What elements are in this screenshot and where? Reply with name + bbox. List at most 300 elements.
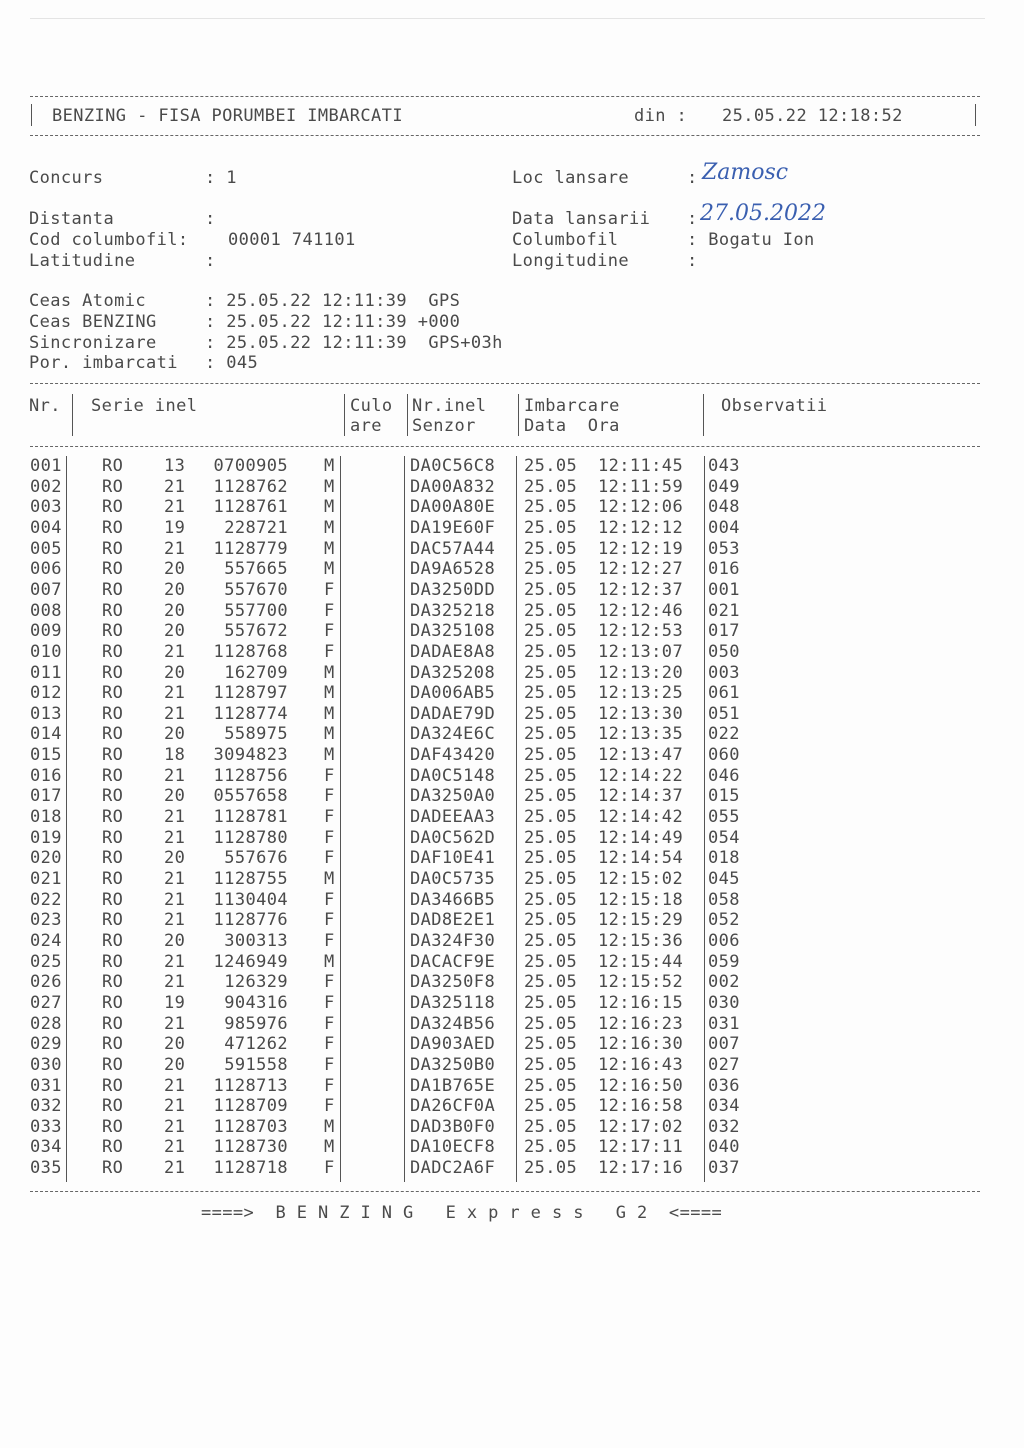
observation: 031 bbox=[708, 1013, 740, 1034]
country-code: RO bbox=[102, 476, 124, 497]
sex: F bbox=[324, 600, 335, 621]
country-code: RO bbox=[102, 456, 124, 476]
observation: 058 bbox=[708, 889, 740, 910]
row-nr: 017 bbox=[30, 786, 62, 807]
row-nr: 022 bbox=[30, 889, 62, 910]
date: 25.05 bbox=[524, 807, 578, 828]
date: 25.05 bbox=[524, 600, 578, 621]
date: 25.05 bbox=[524, 641, 578, 662]
divider bbox=[30, 96, 980, 97]
time: 12:15:02 bbox=[598, 869, 684, 889]
observation: 030 bbox=[708, 992, 740, 1013]
time: 12:13:25 bbox=[598, 683, 684, 704]
time: 12:17:02 bbox=[598, 1116, 684, 1137]
ring-year: 21 bbox=[164, 1116, 186, 1137]
document-title: BENZING - FISA PORUMBEI IMBARCATI bbox=[52, 106, 403, 126]
date: 25.05 bbox=[524, 972, 578, 993]
row-nr: 035 bbox=[30, 1158, 62, 1179]
time: 12:13:07 bbox=[598, 641, 684, 662]
observation: 018 bbox=[708, 848, 740, 869]
ring-number: 1130404 bbox=[213, 889, 288, 910]
date: 25.05 bbox=[524, 992, 578, 1013]
ring-year: 20 bbox=[164, 621, 186, 642]
column-header-culoare-2: are bbox=[350, 416, 382, 436]
sensor-id: DA26CF0A bbox=[410, 1096, 496, 1117]
time: 12:16:43 bbox=[598, 1054, 684, 1075]
column-separator bbox=[704, 456, 705, 1182]
ring-number: 1128718 bbox=[213, 1158, 288, 1179]
observation: 001 bbox=[708, 579, 740, 600]
row-nr: 002 bbox=[30, 476, 62, 497]
country-code: RO bbox=[102, 848, 124, 869]
ring-year: 20 bbox=[164, 579, 186, 600]
date: 25.05 bbox=[524, 889, 578, 910]
column-header-imbarcare: Imbarcare bbox=[524, 396, 620, 416]
sex: F bbox=[324, 930, 335, 951]
time: 12:16:23 bbox=[598, 1013, 684, 1034]
country-code: RO bbox=[102, 889, 124, 910]
time: 12:14:22 bbox=[598, 765, 684, 786]
sex: M bbox=[324, 683, 335, 704]
sex: M bbox=[324, 1137, 335, 1158]
ring-year: 20 bbox=[164, 724, 186, 745]
time: 12:17:11 bbox=[598, 1137, 684, 1158]
observation: 017 bbox=[708, 621, 740, 642]
sex: F bbox=[324, 972, 335, 993]
ring-number: 1128756 bbox=[213, 765, 288, 786]
ring-number: 1128761 bbox=[213, 497, 288, 518]
ring-year: 21 bbox=[164, 1137, 186, 1158]
sensor-id: DA3250B0 bbox=[410, 1054, 496, 1075]
divider bbox=[30, 135, 980, 136]
sensor-id: DA3466B5 bbox=[410, 889, 496, 910]
sex: M bbox=[324, 724, 335, 745]
country-code: RO bbox=[102, 807, 124, 828]
time: 12:12:37 bbox=[598, 579, 684, 600]
date: 25.05 bbox=[524, 456, 578, 476]
time: 12:15:52 bbox=[598, 972, 684, 993]
sex: F bbox=[324, 1096, 335, 1117]
observation: 059 bbox=[708, 951, 740, 972]
ring-year: 20 bbox=[164, 848, 186, 869]
ring-year: 21 bbox=[164, 1158, 186, 1179]
ring-number: 300313 bbox=[224, 930, 288, 951]
date: 25.05 bbox=[524, 786, 578, 807]
ring-number: 557670 bbox=[224, 579, 288, 600]
sensor-id: DAF10E41 bbox=[410, 848, 496, 869]
column-header-observatii: Observatii bbox=[721, 396, 828, 416]
ring-number: 126329 bbox=[224, 972, 288, 993]
sex: M bbox=[324, 703, 335, 724]
country-code: RO bbox=[102, 683, 124, 704]
sensor-id: DA10ECF8 bbox=[410, 1137, 496, 1158]
ring-year: 19 bbox=[164, 517, 186, 538]
time: 12:12:12 bbox=[598, 517, 684, 538]
ring-year: 20 bbox=[164, 662, 186, 683]
observation: 043 bbox=[708, 456, 740, 476]
ring-year: 21 bbox=[164, 951, 186, 972]
observation: 046 bbox=[708, 765, 740, 786]
ring-number: 1246949 bbox=[213, 951, 288, 972]
date: 25.05 bbox=[524, 1158, 578, 1179]
row-nr: 013 bbox=[30, 703, 62, 724]
sex: M bbox=[324, 559, 335, 580]
country-code: RO bbox=[102, 1075, 124, 1096]
observation: 052 bbox=[708, 910, 740, 931]
sensor-id: DADAE8A8 bbox=[410, 641, 496, 662]
clock-value: : 25.05.22 12:11:39 GPS+03h bbox=[205, 333, 503, 353]
row-nr: 012 bbox=[30, 683, 62, 704]
country-code: RO bbox=[102, 910, 124, 931]
observation: 032 bbox=[708, 1116, 740, 1137]
sex: F bbox=[324, 1158, 335, 1179]
observation: 055 bbox=[708, 807, 740, 828]
sex: F bbox=[324, 1013, 335, 1034]
ring-number: 557672 bbox=[224, 621, 288, 642]
observation: 015 bbox=[708, 786, 740, 807]
sex: F bbox=[324, 848, 335, 869]
pigeon-count-label: Por. imbarcati bbox=[29, 353, 178, 373]
ring-number: 558975 bbox=[224, 724, 288, 745]
date: 25.05 bbox=[524, 1075, 578, 1096]
column-header-culoare: Culo bbox=[350, 396, 393, 416]
row-nr: 018 bbox=[30, 807, 62, 828]
ring-year: 21 bbox=[164, 476, 186, 497]
observation: 040 bbox=[708, 1137, 740, 1158]
sex: F bbox=[324, 827, 335, 848]
row-nr: 014 bbox=[30, 724, 62, 745]
country-code: RO bbox=[102, 1034, 124, 1055]
ring-year: 21 bbox=[164, 1013, 186, 1034]
sensor-id: DA324F30 bbox=[410, 930, 496, 951]
sex: M bbox=[324, 538, 335, 559]
sensor-id: DA00A832 bbox=[410, 476, 496, 497]
row-nr: 005 bbox=[30, 538, 62, 559]
ring-year: 20 bbox=[164, 1034, 186, 1055]
country-code: RO bbox=[102, 745, 124, 766]
date: 25.05 bbox=[524, 930, 578, 951]
ring-year: 21 bbox=[164, 807, 186, 828]
sensor-id: DA325208 bbox=[410, 662, 496, 683]
country-code: RO bbox=[102, 497, 124, 518]
sex: F bbox=[324, 889, 335, 910]
country-code: RO bbox=[102, 951, 124, 972]
ring-number: 904316 bbox=[224, 992, 288, 1013]
date: 25.05 bbox=[524, 517, 578, 538]
loc-lansare-label: Loc lansare bbox=[512, 168, 629, 188]
sex: F bbox=[324, 765, 335, 786]
observation: 006 bbox=[708, 930, 740, 951]
row-nr: 030 bbox=[30, 1054, 62, 1075]
row-nr: 021 bbox=[30, 869, 62, 889]
time: 12:17:16 bbox=[598, 1158, 684, 1179]
column-separator bbox=[407, 394, 408, 436]
loc-lansare-colon: : bbox=[687, 168, 698, 188]
row-nr: 007 bbox=[30, 579, 62, 600]
ring-year: 20 bbox=[164, 930, 186, 951]
country-code: RO bbox=[102, 1116, 124, 1137]
country-code: RO bbox=[102, 538, 124, 559]
cod-columbofil-value: 00001 741101 bbox=[228, 230, 356, 250]
time: 12:12:46 bbox=[598, 600, 684, 621]
country-code: RO bbox=[102, 1158, 124, 1179]
sensor-id: DA006AB5 bbox=[410, 683, 496, 704]
time: 12:12:53 bbox=[598, 621, 684, 642]
country-code: RO bbox=[102, 579, 124, 600]
ring-number: 1128730 bbox=[213, 1137, 288, 1158]
row-nr: 023 bbox=[30, 910, 62, 931]
country-code: RO bbox=[102, 930, 124, 951]
sensor-id: DA0C5735 bbox=[410, 869, 496, 889]
loc-lansare-handwritten: Zamosc bbox=[702, 160, 789, 185]
sensor-id: DA3250DD bbox=[410, 579, 496, 600]
ring-year: 21 bbox=[164, 538, 186, 559]
sex: M bbox=[324, 1116, 335, 1137]
data-lansarii-colon: : bbox=[687, 209, 698, 229]
time: 12:12:27 bbox=[598, 559, 684, 580]
clock-label: Sincronizare bbox=[29, 333, 178, 353]
date: 25.05 bbox=[524, 621, 578, 642]
time: 12:13:47 bbox=[598, 745, 684, 766]
row-nr: 029 bbox=[30, 1034, 62, 1055]
row-nr: 031 bbox=[30, 1075, 62, 1096]
ring-number: 985976 bbox=[224, 1013, 288, 1034]
row-nr: 025 bbox=[30, 951, 62, 972]
ring-year: 19 bbox=[164, 992, 186, 1013]
ring-number: 1128776 bbox=[213, 910, 288, 931]
date: 25.05 bbox=[524, 559, 578, 580]
time: 12:14:49 bbox=[598, 827, 684, 848]
date: 25.05 bbox=[524, 1137, 578, 1158]
ring-year: 21 bbox=[164, 910, 186, 931]
time: 12:12:06 bbox=[598, 497, 684, 518]
observation: 002 bbox=[708, 972, 740, 993]
sensor-id: DA325108 bbox=[410, 621, 496, 642]
ring-year: 21 bbox=[164, 827, 186, 848]
data-lansarii-handwritten: 27.05.2022 bbox=[700, 201, 826, 226]
date: 25.05 bbox=[524, 703, 578, 724]
country-code: RO bbox=[102, 559, 124, 580]
observation: 007 bbox=[708, 1034, 740, 1055]
ring-number: 557665 bbox=[224, 559, 288, 580]
column-separator bbox=[703, 394, 704, 436]
columbofil-value: : Bogatu Ion bbox=[687, 230, 815, 250]
ring-number: 1128780 bbox=[213, 827, 288, 848]
sensor-id: DADC2A6F bbox=[410, 1158, 496, 1179]
longitudine-label: Longitudine bbox=[512, 251, 629, 271]
date: 25.05 bbox=[524, 1013, 578, 1034]
time: 12:11:59 bbox=[598, 476, 684, 497]
divider bbox=[30, 1191, 980, 1192]
sex: F bbox=[324, 1034, 335, 1055]
time: 12:15:29 bbox=[598, 910, 684, 931]
sensor-id: DAD8E2E1 bbox=[410, 910, 496, 931]
time: 12:13:35 bbox=[598, 724, 684, 745]
latitudine-value: : bbox=[205, 251, 216, 271]
row-nr: 003 bbox=[30, 497, 62, 518]
ring-number: 471262 bbox=[224, 1034, 288, 1055]
ring-number: 557676 bbox=[224, 848, 288, 869]
time: 12:13:30 bbox=[598, 703, 684, 724]
din-label: din : bbox=[634, 106, 688, 126]
row-nr: 024 bbox=[30, 930, 62, 951]
sensor-id: DAF43420 bbox=[410, 745, 496, 766]
sensor-id: DA325118 bbox=[410, 992, 496, 1013]
row-nr: 034 bbox=[30, 1137, 62, 1158]
row-nr: 011 bbox=[30, 662, 62, 683]
ring-number: 162709 bbox=[224, 662, 288, 683]
observation: 054 bbox=[708, 827, 740, 848]
sex: M bbox=[324, 745, 335, 766]
sensor-id: DACACF9E bbox=[410, 951, 496, 972]
country-code: RO bbox=[102, 1054, 124, 1075]
ring-year: 20 bbox=[164, 600, 186, 621]
distanta-value: : bbox=[205, 209, 216, 229]
time: 12:16:15 bbox=[598, 992, 684, 1013]
time: 12:13:20 bbox=[598, 662, 684, 683]
sex: M bbox=[324, 456, 335, 476]
concurs-value: : 1 bbox=[205, 168, 237, 188]
sex: M bbox=[324, 497, 335, 518]
country-code: RO bbox=[102, 869, 124, 889]
clock-value: : 25.05.22 12:11:39 +000 bbox=[205, 312, 461, 332]
row-nr: 004 bbox=[30, 517, 62, 538]
country-code: RO bbox=[102, 703, 124, 724]
ring-number: 0557658 bbox=[213, 786, 288, 807]
observation: 061 bbox=[708, 683, 740, 704]
sensor-id: DA324B56 bbox=[410, 1013, 496, 1034]
column-separator bbox=[516, 456, 517, 1182]
latitudine-label: Latitudine bbox=[29, 251, 136, 271]
date: 25.05 bbox=[524, 683, 578, 704]
sex: F bbox=[324, 992, 335, 1013]
country-code: RO bbox=[102, 1013, 124, 1034]
ring-number: 1128779 bbox=[213, 538, 288, 559]
column-separator bbox=[72, 394, 73, 436]
sensor-id: DA903AED bbox=[410, 1034, 496, 1055]
observation: 016 bbox=[708, 559, 740, 580]
country-code: RO bbox=[102, 827, 124, 848]
country-code: RO bbox=[102, 641, 124, 662]
sensor-id: DA9A6528 bbox=[410, 559, 496, 580]
sex: F bbox=[324, 621, 335, 642]
row-nr: 006 bbox=[30, 559, 62, 580]
pigeon-count-value: : 045 bbox=[205, 353, 259, 373]
date: 25.05 bbox=[524, 869, 578, 889]
observation: 037 bbox=[708, 1158, 740, 1179]
divider bbox=[30, 446, 980, 447]
ring-year: 21 bbox=[164, 683, 186, 704]
date: 25.05 bbox=[524, 662, 578, 683]
observation: 027 bbox=[708, 1054, 740, 1075]
date: 25.05 bbox=[524, 765, 578, 786]
ring-year: 21 bbox=[164, 972, 186, 993]
sex: F bbox=[324, 1054, 335, 1075]
time: 12:16:30 bbox=[598, 1034, 684, 1055]
row-nr: 020 bbox=[30, 848, 62, 869]
column-separator bbox=[518, 394, 519, 436]
date: 25.05 bbox=[524, 848, 578, 869]
column-separator bbox=[404, 456, 405, 1182]
ring-year: 21 bbox=[164, 1096, 186, 1117]
ring-year: 21 bbox=[164, 497, 186, 518]
row-nr: 032 bbox=[30, 1096, 62, 1117]
sensor-id: DAD3B0F0 bbox=[410, 1116, 496, 1137]
concurs-label: Concurs bbox=[29, 168, 104, 188]
row-nr: 019 bbox=[30, 827, 62, 848]
observation: 036 bbox=[708, 1075, 740, 1096]
time: 12:11:45 bbox=[598, 456, 684, 476]
observation: 034 bbox=[708, 1096, 740, 1117]
sex: M bbox=[324, 869, 335, 889]
print-datetime: 25.05.22 12:18:52 bbox=[722, 106, 903, 126]
sensor-id: DA00A80E bbox=[410, 497, 496, 518]
row-nr: 026 bbox=[30, 972, 62, 993]
time: 12:15:44 bbox=[598, 951, 684, 972]
observation: 045 bbox=[708, 869, 740, 889]
observation: 051 bbox=[708, 703, 740, 724]
date: 25.05 bbox=[524, 476, 578, 497]
time: 12:14:42 bbox=[598, 807, 684, 828]
column-separator bbox=[66, 456, 67, 1182]
country-code: RO bbox=[102, 517, 124, 538]
row-nr: 009 bbox=[30, 621, 62, 642]
sensor-id: DA19E60F bbox=[410, 517, 496, 538]
ring-number: 1128781 bbox=[213, 807, 288, 828]
ring-year: 21 bbox=[164, 703, 186, 724]
distanta-label: Distanta bbox=[29, 209, 115, 229]
date: 25.05 bbox=[524, 497, 578, 518]
title-border-left bbox=[31, 104, 32, 126]
row-nr: 028 bbox=[30, 1013, 62, 1034]
page-top-edge bbox=[30, 18, 985, 19]
column-header-data-ora: Data Ora bbox=[524, 416, 620, 436]
sex: F bbox=[324, 1075, 335, 1096]
country-code: RO bbox=[102, 972, 124, 993]
ring-year: 20 bbox=[164, 786, 186, 807]
sensor-id: DA3250A0 bbox=[410, 786, 496, 807]
column-header-senzor: Senzor bbox=[412, 416, 476, 436]
row-nr: 001 bbox=[30, 456, 62, 476]
observation: 050 bbox=[708, 641, 740, 662]
ring-number: 1128713 bbox=[213, 1075, 288, 1096]
country-code: RO bbox=[102, 662, 124, 683]
sensor-id: DA3250F8 bbox=[410, 972, 496, 993]
column-header-nr: Nr. bbox=[29, 396, 61, 416]
date: 25.05 bbox=[524, 1034, 578, 1055]
sensor-id: DA324E6C bbox=[410, 724, 496, 745]
date: 25.05 bbox=[524, 745, 578, 766]
row-nr: 027 bbox=[30, 992, 62, 1013]
date: 25.05 bbox=[524, 1116, 578, 1137]
date: 25.05 bbox=[524, 1096, 578, 1117]
row-nr: 015 bbox=[30, 745, 62, 766]
time: 12:12:19 bbox=[598, 538, 684, 559]
observation: 053 bbox=[708, 538, 740, 559]
sex: M bbox=[324, 476, 335, 497]
footer-banner: ====> B E N Z I N G E x p r e s s G 2 <==== bbox=[201, 1203, 723, 1223]
sex: F bbox=[324, 579, 335, 600]
ring-number: 1128703 bbox=[213, 1116, 288, 1137]
sex: F bbox=[324, 641, 335, 662]
date: 25.05 bbox=[524, 827, 578, 848]
sex: M bbox=[324, 951, 335, 972]
ring-number: 228721 bbox=[224, 517, 288, 538]
time: 12:16:50 bbox=[598, 1075, 684, 1096]
time: 12:14:37 bbox=[598, 786, 684, 807]
country-code: RO bbox=[102, 1137, 124, 1158]
cod-columbofil-label: Cod columbofil: bbox=[29, 230, 189, 250]
